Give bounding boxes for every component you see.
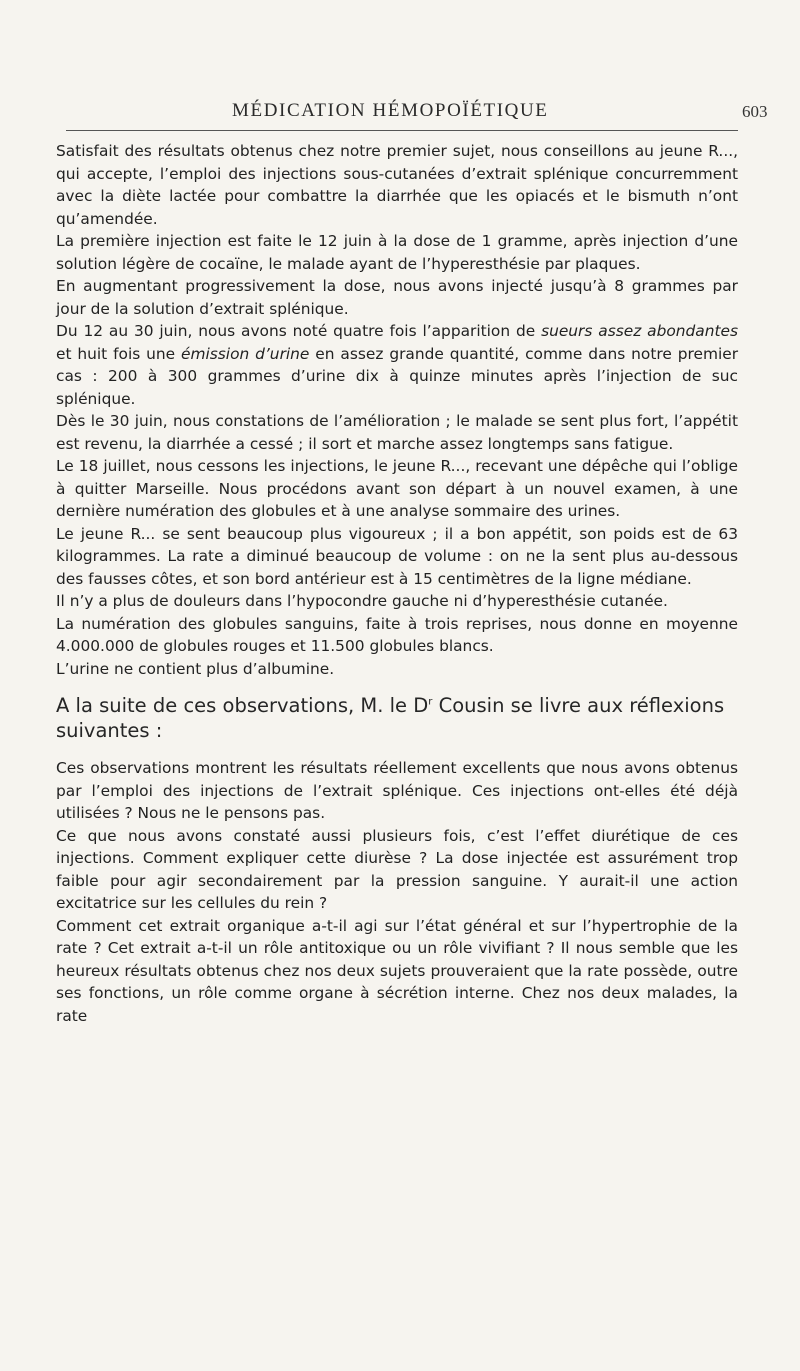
text-run: Cousin se livre aux réflexions suivantes : <box>56 694 725 742</box>
header-rule <box>66 130 738 131</box>
paragraph: La première injection est faite le 12 juin à la dose de 1 gramme, après injection d’une solution légère de cocaïne, le malade ayant de l’hyperesthésie par plaques. <box>56 232 738 273</box>
italic-run: émission d’urine <box>181 344 310 363</box>
paragraph: Comment cet extrait organique a-t-il agi sur l’état général et sur l’hypertrophie de la rate ? Cet extrait a-t-il un rôle antitoxique ou un rôle vivifiant ? Il nous semble que les heureux résultats obtenus chez nos deux sujets prouveraient que la rate possède, outre ses fonctions, un rôle comme organe à sécrétion interne. Chez nos deux malades, la rate <box>56 916 738 1025</box>
text-run: et huit fois une <box>56 344 182 363</box>
text-run: Du 12 au 30 juin, nous avons noté quatre fois l’apparition de <box>56 322 542 340</box>
italic-run: sueurs assez abondantes <box>541 322 738 340</box>
text-run: A la suite de ces observations, M. le D <box>56 694 429 717</box>
paragraph: Satisfait des résultats obtenus chez notre premier sujet, nous conseillons au jeune R..., qui accepte, l’emploi des injections sous-cutanées d’extrait splénique concurremment avec la diète lactée pour combattre la diarrhée que les opiacés et le bismuth n’ont qu’amendée. <box>56 142 738 228</box>
paragraph: L’urine ne contient plus d’albumine. <box>56 659 335 678</box>
superscript: r <box>428 696 433 708</box>
paragraph: Le 18 juillet, nous cessons les injections, le jeune R..., recevant une dépêche qui l’oblige à quitter Marseille. Nous procédons avant son départ à un nouvel examen, à une dernière numération des globules et à une analyse sommaire des urines. <box>56 457 738 520</box>
paragraph: En augmentant progressivement la dose, nous avons injecté jusqu’à 8 grammes par jour de la solution d’extrait splénique. <box>56 277 738 318</box>
body-text <box>56 140 738 1027</box>
paragraph: La numération des globules sanguins, faite à trois reprises, nous donne en moyenne 4.000.000 de globules rouges et 11.500 globules blancs. <box>56 614 738 655</box>
paragraph: Il n’y a plus de douleurs dans l’hypocondre gauche ni d’hyperesthésie cutanée. <box>56 592 668 610</box>
paragraph: Ces observations montrent les résultats réellement excellents que nous avons obtenus par l’emploi des injections de l’extrait splénique. Ces injections ont-elles été déjà utilisées ? Nous ne le pensons pas. <box>56 759 738 822</box>
section-heading <box>56 693 738 743</box>
page-number: 603 <box>742 102 768 121</box>
paragraph: Dès le 30 juin, nous constations de l’amélioration ; le malade se sent plus fort, l’appétit est revenu, la diarrhée a cessé ; il sort et marche assez longtemps sans fatigue. <box>56 412 738 453</box>
paragraph: Le jeune R... se sent beaucoup plus vigoureux ; il a bon appétit, son poids est de 63 kilogrammes. La rate a diminué beaucoup de volume : on ne la sent plus au-dessous des fausses côtes, et son bord antérieur est à 15 centimètres de la ligne médiane. <box>56 524 738 588</box>
paragraph-sweats <box>56 320 738 410</box>
paragraph: Ce que nous avons constaté aussi plusieurs fois, c’est l’effet diurétique de ces injections. Comment expliquer cette diurèse ? La dose injectée est assurément trop faible pour agir secondairement par la pression sanguine. Y aurait-il une action excitatrice sur les cellules du rein ? <box>56 826 738 912</box>
running-head <box>0 98 800 128</box>
running-title: MÉDICATION HÉMOPOÏÉTIQUE <box>232 100 549 121</box>
text-run: en assez grande quantité, comme dans notre premier cas : 200 à 300 grammes d’urine dix à quinze minutes après l’injection de suc splénique. <box>56 344 739 408</box>
